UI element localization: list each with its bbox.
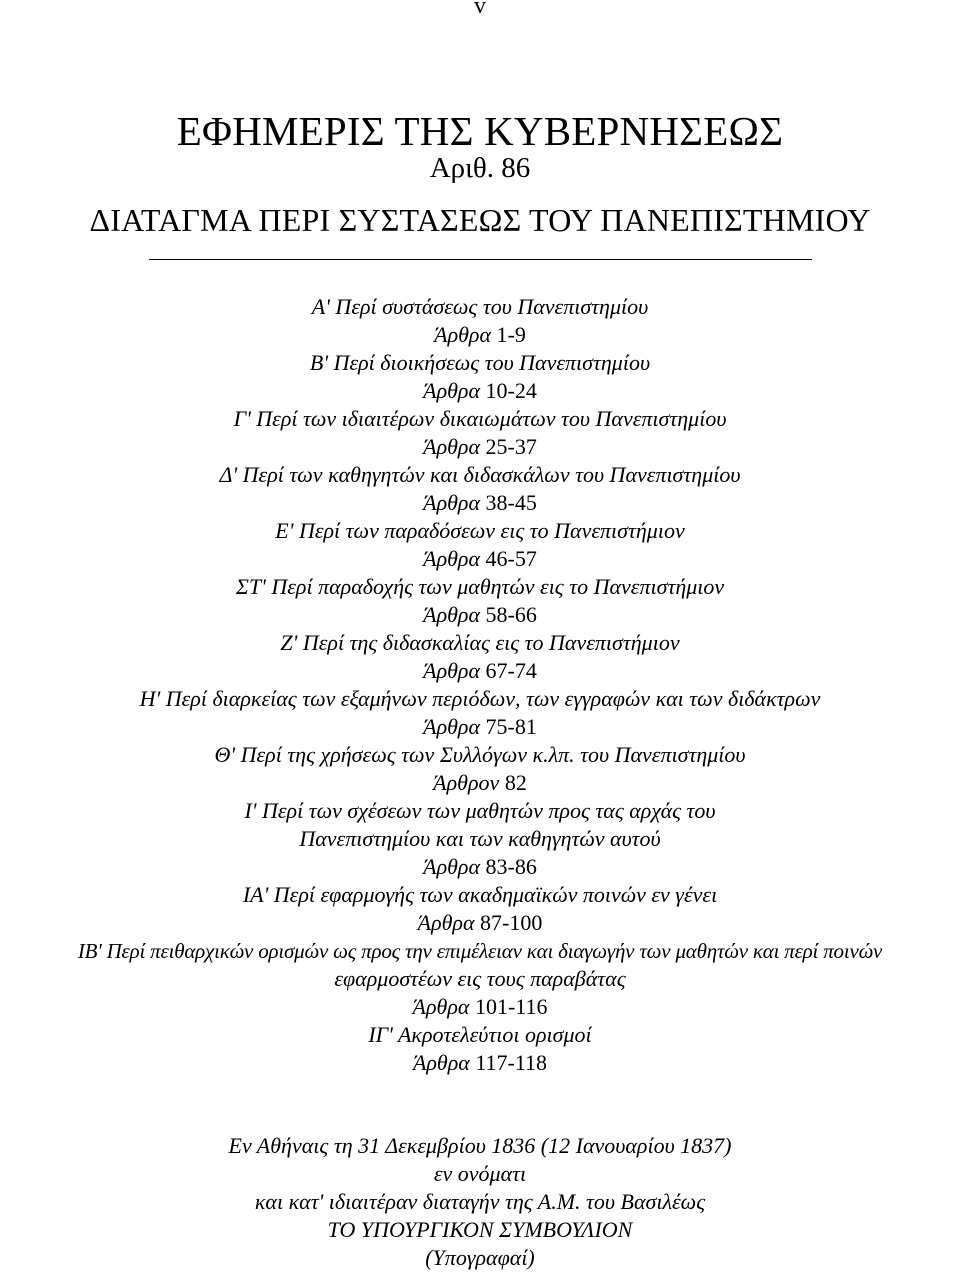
- section-articles: [0, 321, 960, 349]
- section-title: ΙΒ' Περί πειθαρχικών ορισμών ως προς την επιμέλειαν και διαγωγήν των μαθητών και περί ποινών: [77, 939, 883, 963]
- section-title: Α' Περί συστάσεως του Πανεπιστημίου: [311, 294, 649, 319]
- section-articles: [0, 433, 960, 461]
- articles-label: Άρθρα: [417, 910, 475, 935]
- section-articles: [0, 909, 960, 937]
- articles-label: Άρθρα: [423, 602, 481, 627]
- articles-label: Άρθρα: [423, 658, 481, 683]
- section-title-continued: εφαρμοστέων εις τους παραβάτας: [334, 966, 626, 991]
- section-articles: [0, 489, 960, 517]
- section-title: Ζ' Περί της διδασκαλίας εις το Πανεπιστήμιον: [280, 630, 680, 655]
- section-title: ΣΤ' Περί παραδοχής των μαθητών εις το Πανεπιστήμιον: [235, 574, 725, 599]
- section-articles: [0, 657, 960, 685]
- articles-range: 101-116: [474, 994, 548, 1019]
- date-line: Εν Αθήναις τη 31 Δεκεμβρίου 1836 (12 Ιανουαρίου 1837): [228, 1133, 732, 1158]
- section-title: Η' Περί διαρκείας των εξαμήνων περιόδων, των εγγραφών και των διδάκτρων: [139, 686, 821, 711]
- issue-label: Αριθ.: [429, 152, 495, 184]
- articles-range: 46-57: [485, 546, 537, 571]
- gazette-title: ΕΦΗΜΕΡΙΣ ΤΗΣ ΚΥΒΕΡΝΗΣΕΩΣ: [176, 108, 784, 154]
- section-articles: [0, 601, 960, 629]
- section-articles: [0, 545, 960, 573]
- order-line: και κατ' ιδιαιτέραν διαταγήν της Α.Μ. του Βασιλέως: [254, 1189, 706, 1214]
- articles-label: Άρθρον: [433, 770, 500, 795]
- title-divider: [149, 259, 812, 260]
- articles-label: Άρθρα: [423, 854, 481, 879]
- articles-label: Άρθρα: [423, 378, 481, 403]
- section-title: Δ' Περί των καθηγητών και διδασκάλων του Πανεπιστημίου: [219, 462, 741, 487]
- articles-range: 38-45: [485, 490, 537, 515]
- articles-label: Άρθρα: [434, 322, 492, 347]
- section-title: ΙΑ' Περί εφαρμογής των ακαδημαϊκών ποινών εν γένει: [242, 882, 718, 907]
- articles-range: 1-9: [496, 322, 526, 347]
- articles-range: 25-37: [485, 434, 537, 459]
- decree-title: ΔΙΑΤΑΓΜΑ ΠΕΡΙ ΣΥΣΤΑΣΕΩΣ ΤΟΥ ΠΑΝΕΠΙΣΤΗΜΙΟΥ: [89, 202, 871, 238]
- section-title: Β' Περί διοικήσεως του Πανεπιστημίου: [309, 350, 651, 375]
- articles-range: 117-118: [475, 1050, 548, 1075]
- issue-number: [0, 150, 960, 186]
- articles-label: Άρθρα: [412, 994, 470, 1019]
- articles-label: Άρθρα: [423, 434, 481, 459]
- articles-range: 67-74: [485, 658, 537, 683]
- name-line: εν ονόματι: [433, 1161, 527, 1186]
- section-articles: [0, 713, 960, 741]
- articles-label: Άρθρα: [423, 546, 481, 571]
- section-title: ΙΓ' Ακροτελεύτιοι ορισμοί: [368, 1022, 592, 1047]
- articles-range: 75-81: [485, 714, 537, 739]
- section-title: Ε' Περί των παραδόσεων εις το Πανεπιστήμιον: [275, 518, 685, 543]
- articles-range: 58-66: [485, 602, 537, 627]
- articles-label: Άρθρα: [412, 1050, 470, 1075]
- articles-label: Άρθρα: [423, 714, 481, 739]
- section-title-continued: Πανεπιστημίου και των καθηγητών αυτού: [299, 826, 661, 851]
- section-articles: [0, 993, 960, 1021]
- signatures-note: (Υπογραφαί): [425, 1245, 535, 1270]
- articles-range: 10-24: [485, 378, 537, 403]
- section-articles: [0, 377, 960, 405]
- section-articles: [0, 769, 960, 797]
- section-title: Γ' Περί των ιδιαιτέρων δικαιωμάτων του Πανεπιστημίου: [233, 406, 727, 431]
- articles-range: 82: [504, 770, 527, 795]
- articles-range: 83-86: [485, 854, 537, 879]
- articles-label: Άρθρα: [423, 490, 481, 515]
- section-articles: [0, 1049, 960, 1077]
- section-title: Θ' Περί της χρήσεως των Συλλόγων κ.λπ. του Πανεπιστημίου: [214, 742, 746, 767]
- articles-range: 87-100: [480, 910, 543, 935]
- issue-value: 86: [501, 152, 531, 184]
- section-title: Ι' Περί των σχέσεων των μαθητών προς τας αρχάς του: [244, 798, 716, 823]
- council-line: ΤΟ ΥΠΟΥΡΓΙΚΟΝ ΣΥΜΒΟΥΛΙΟΝ: [327, 1217, 633, 1242]
- page-mark: v: [474, 0, 486, 19]
- section-articles: [0, 853, 960, 881]
